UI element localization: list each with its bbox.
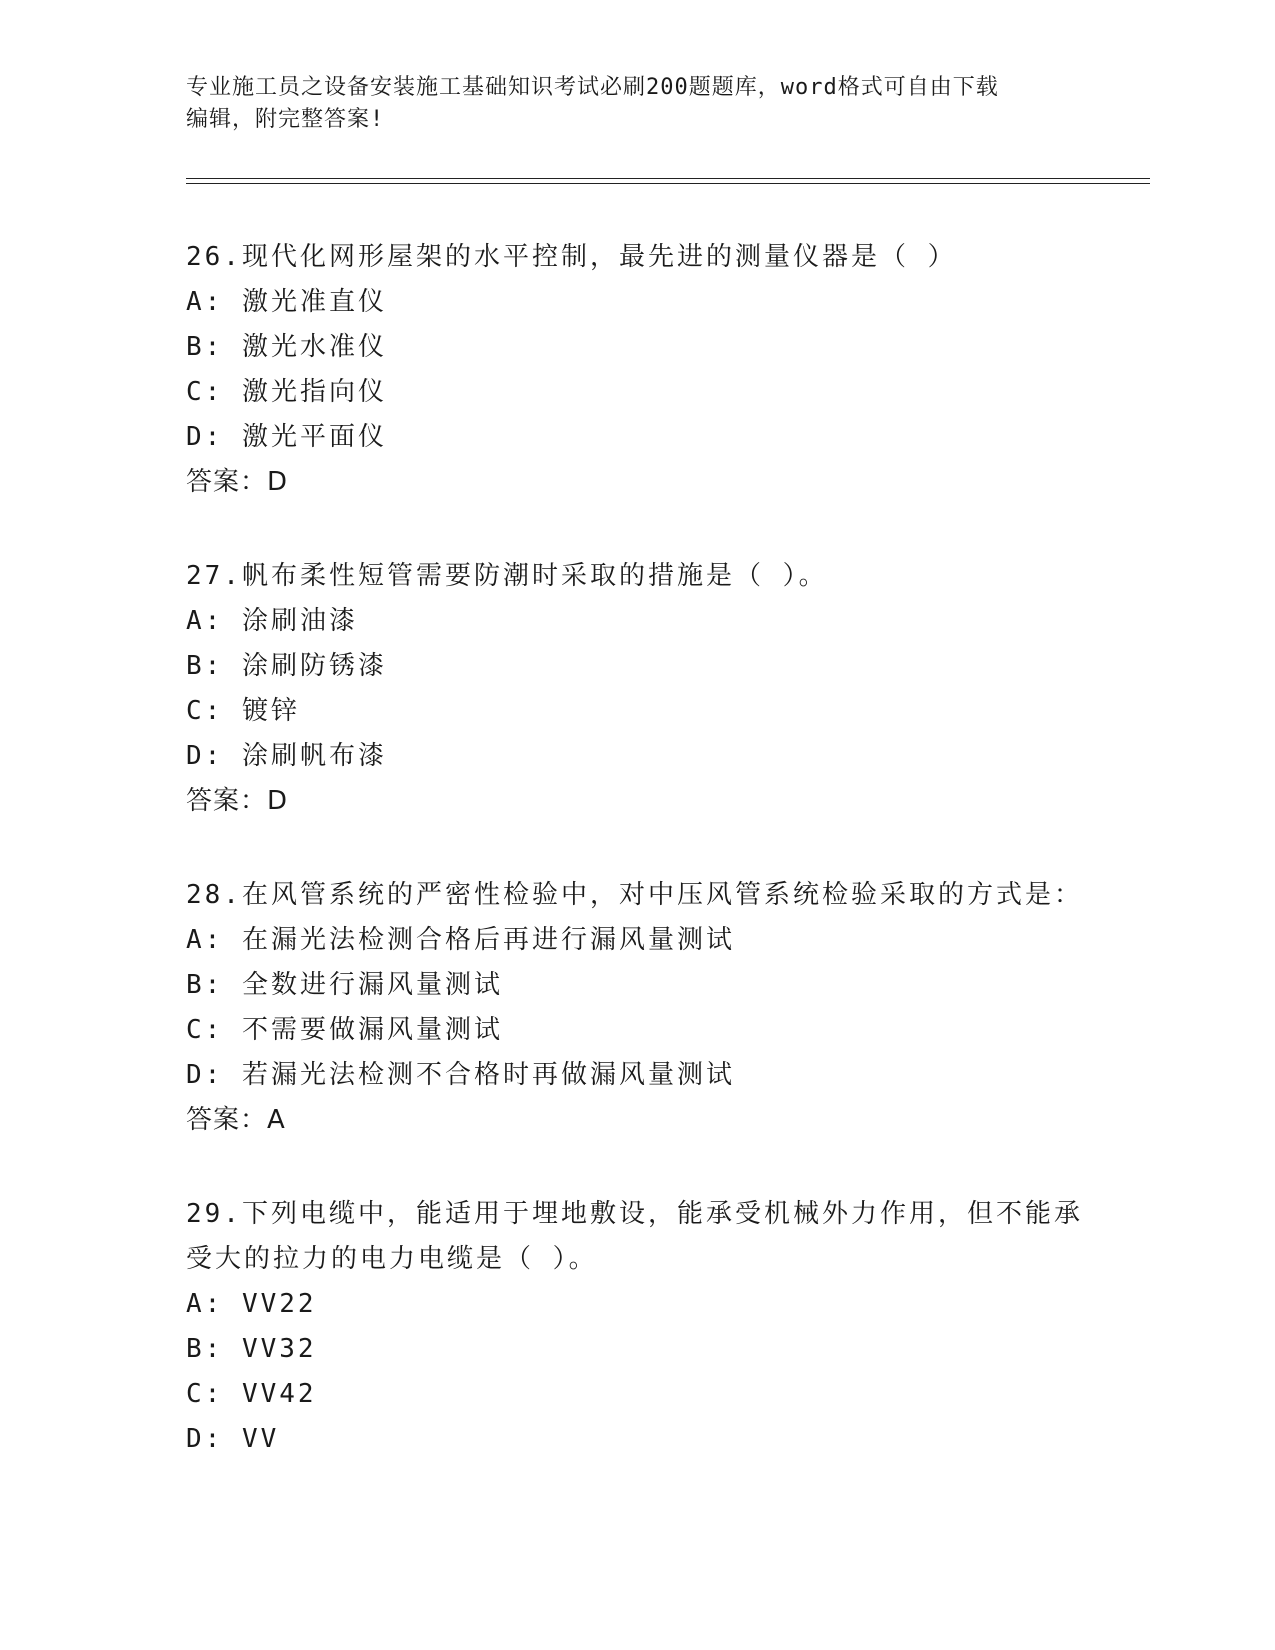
header-line-1: 专业施工员之设备安装施工基础知识考试必刷200题题库，word格式可自由下载 bbox=[186, 75, 999, 100]
option-a: A: 在漏光法检测合格后再进行漏风量测试 bbox=[186, 925, 735, 955]
question-stem: 27.帆布柔性短管需要防潮时采取的措施是（ ）。 bbox=[186, 561, 828, 591]
question-27 bbox=[186, 554, 1086, 824]
question-26 bbox=[186, 235, 1086, 505]
option-a: A: 激光准直仪 bbox=[186, 287, 387, 317]
question-stem-line-1: 29.下列电缆中，能适用于埋地敷设，能承受机械外力作用，但不能承 bbox=[186, 1199, 1083, 1229]
option-c: C: 不需要做漏风量测试 bbox=[186, 1015, 503, 1045]
option-d: D: 涂刷帆布漆 bbox=[186, 741, 387, 771]
option-a: A: VV22 bbox=[186, 1289, 317, 1319]
question-stem: 26.现代化网形屋架的水平控制，最先进的测量仪器是（ ） bbox=[186, 242, 957, 272]
header-divider-bottom bbox=[186, 183, 1150, 184]
option-c: C: 激光指向仪 bbox=[186, 377, 387, 407]
document-header bbox=[186, 72, 1066, 136]
option-b: B: 全数进行漏风量测试 bbox=[186, 970, 503, 1000]
option-d: D: 激光平面仪 bbox=[186, 422, 387, 452]
answer: 答案：D bbox=[186, 467, 289, 497]
question-stem: 28.在风管系统的严密性检验中，对中压风管系统检验采取的方式是： bbox=[186, 880, 1083, 910]
answer: 答案：A bbox=[186, 1105, 286, 1135]
header-line-2: 编辑，附完整答案! bbox=[186, 107, 385, 132]
option-b: B: VV32 bbox=[186, 1334, 317, 1364]
option-b: B: 激光水准仪 bbox=[186, 332, 387, 362]
option-b: B: 涂刷防锈漆 bbox=[186, 651, 387, 681]
option-c: C: 镀锌 bbox=[186, 696, 300, 726]
option-c: C: VV42 bbox=[186, 1379, 317, 1409]
option-a: A: 涂刷油漆 bbox=[186, 606, 358, 636]
header-divider-top bbox=[186, 178, 1150, 179]
question-28 bbox=[186, 873, 1086, 1143]
option-d: D: VV bbox=[186, 1424, 280, 1454]
question-stem-line-2: 受大的拉力的电力电缆是（ ）。 bbox=[186, 1244, 598, 1274]
option-d: D: 若漏光法检测不合格时再做漏风量测试 bbox=[186, 1060, 735, 1090]
answer: 答案：D bbox=[186, 786, 289, 816]
question-29 bbox=[186, 1192, 1086, 1462]
